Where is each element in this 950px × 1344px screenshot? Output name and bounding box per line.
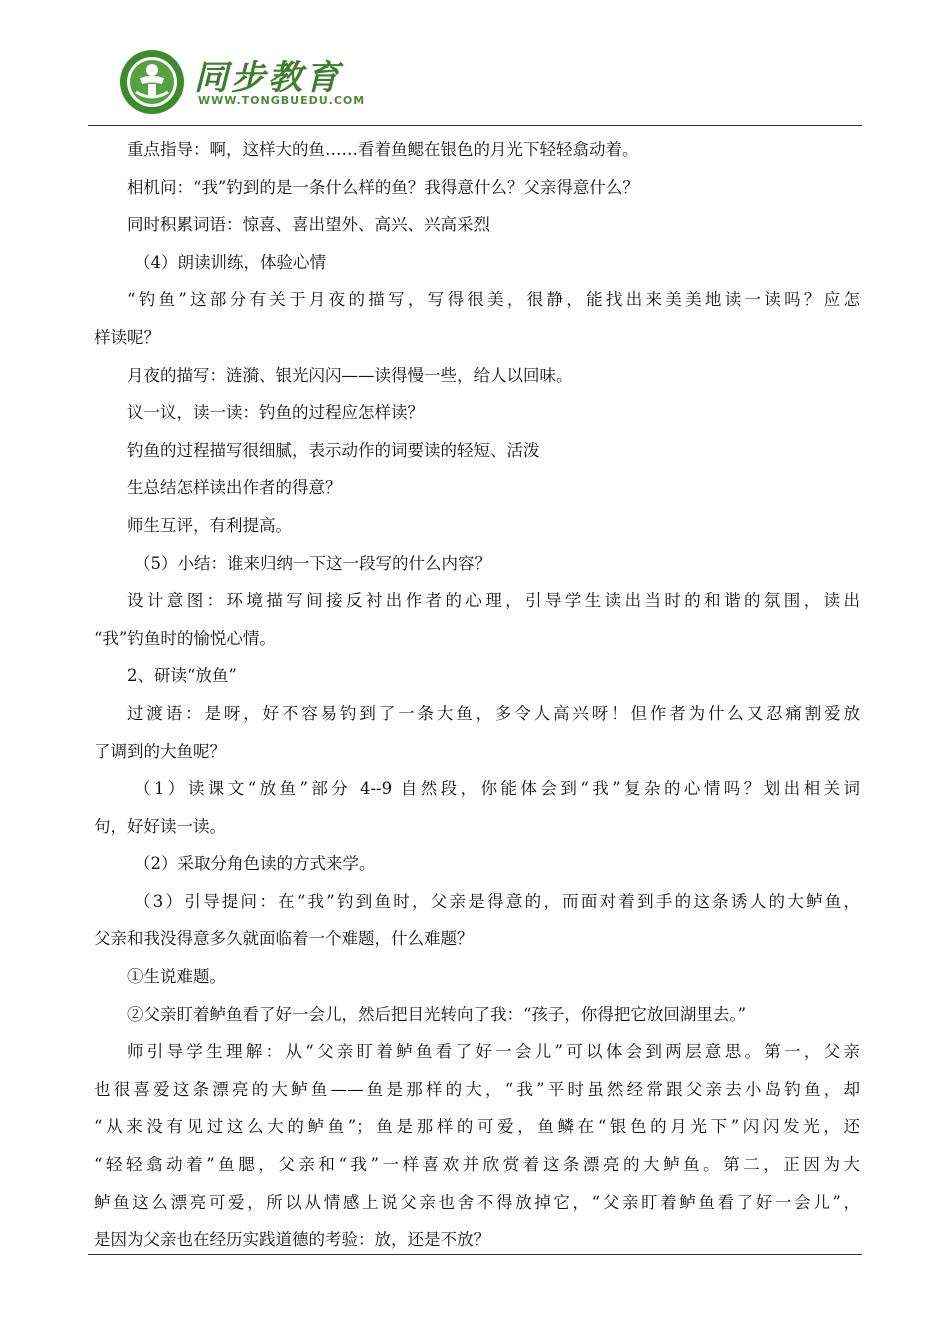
brand-name: 同步教育 [194, 58, 342, 98]
text-line: 也很喜爱这条漂亮的大鲈鱼——鱼是那样的大，“我”平时虽然经常跟父亲去小岛钓鱼，却 [94, 1079, 860, 1099]
text-line: “我”钓鱼时的愉悦心情。 [94, 628, 276, 648]
brand-url: WWW.TONGBUEDU.COM [198, 94, 366, 107]
text-line: “轻轻翕动着”鱼腮，父亲和“我”一样喜欢并欣赏着这条漂亮的大鲈鱼。第二，正因为大 [94, 1155, 860, 1175]
text-line: 父亲和我没得意多久就面临着一个难题，什么难题？ [94, 929, 474, 949]
text-line: 鲈鱼这么漂亮可爱，所以从情感上说父亲也舍不得放掉它，“父亲盯着鲈鱼看了好一会儿”， [94, 1192, 860, 1212]
text-line: （1）读课文“放鱼”部分 4--9 自然段，你能体会到“我”复杂的心情吗？划出相关词 [134, 779, 860, 799]
text-line: 设计意图：环境描写间接反衬出作者的心理，引导学生读出当时的和谐的氛围，读出 [127, 591, 860, 611]
text-line: 了调到的大鱼呢？ [94, 741, 226, 761]
text-line: “钓鱼”这部分有关于月夜的描写，写得很美，很静，能找出来美美地读一读吗？应怎 [127, 290, 860, 310]
text-line: 生总结怎样读出作者的得意？ [127, 478, 342, 498]
text-line: 句，好好读一读。 [94, 816, 226, 836]
header-divider [88, 125, 862, 126]
text-line: ①生说难题。 [127, 967, 226, 987]
text-line: 师生互评，有利提高。 [127, 515, 292, 535]
text-line: （5）小结：谁来归纳一下这一段写的什么内容？ [134, 553, 491, 573]
text-line: 钓鱼的过程描写很细腻，表示动作的词要读的轻短、活泼 [127, 440, 540, 460]
text-line: 过渡语：是呀，好不容易钓到了一条大鱼，多令人高兴呀！但作者为什么又忍痛割爱放 [127, 703, 860, 723]
text-line: 相机问：“我”钓到的是一条什么样的鱼？我得意什么？父亲得意什么？ [127, 177, 639, 197]
text-line: （4）朗读训练，体验心情 [134, 252, 326, 272]
text-line: 月夜的描写：涟漪、银光闪闪——读得慢一些，给人以回味。 [127, 365, 573, 385]
text-line: 重点指导：啊，这样大的鱼……看着鱼鳃在银色的月光下轻轻翕动着。 [127, 140, 639, 159]
document-body [94, 131, 860, 1259]
text-line: ②父亲盯着鲈鱼看了好一会儿，然后把目光转向了我：“孩子，你得把它放回湖里去。” [127, 1004, 747, 1024]
text-line: 样读呢？ [94, 327, 160, 347]
text-line: 师引导学生理解：从“父亲盯着鲈鱼看了好一会儿”可以体会到两层意思。第一，父亲 [127, 1042, 860, 1062]
text-line: 是因为父亲也在经历实践道德的考验：放，还是不放？ [94, 1230, 490, 1250]
text-line: （3）引导提问：在“我”钓到鱼时，父亲是得意的，而面对着到手的这条诱人的大鲈鱼， [134, 891, 860, 911]
page-header [118, 44, 818, 122]
section-heading: 2、研读“放鱼” [127, 666, 237, 686]
footer-divider [88, 1254, 862, 1255]
text-line: “从来没有见过这么大的鲈鱼”；鱼是那样的可爱，鱼鳞在“银色的月光下”闪闪发光，还 [94, 1117, 860, 1137]
text-line: （2）采取分角色读的方式来学。 [134, 854, 376, 874]
tongbu-logo-icon [118, 48, 186, 116]
text-line: 同时积累词语：惊喜、喜出望外、高兴、兴高采烈 [127, 215, 490, 235]
text-line: 议一议，读一读：钓鱼的过程应怎样读？ [127, 403, 424, 423]
